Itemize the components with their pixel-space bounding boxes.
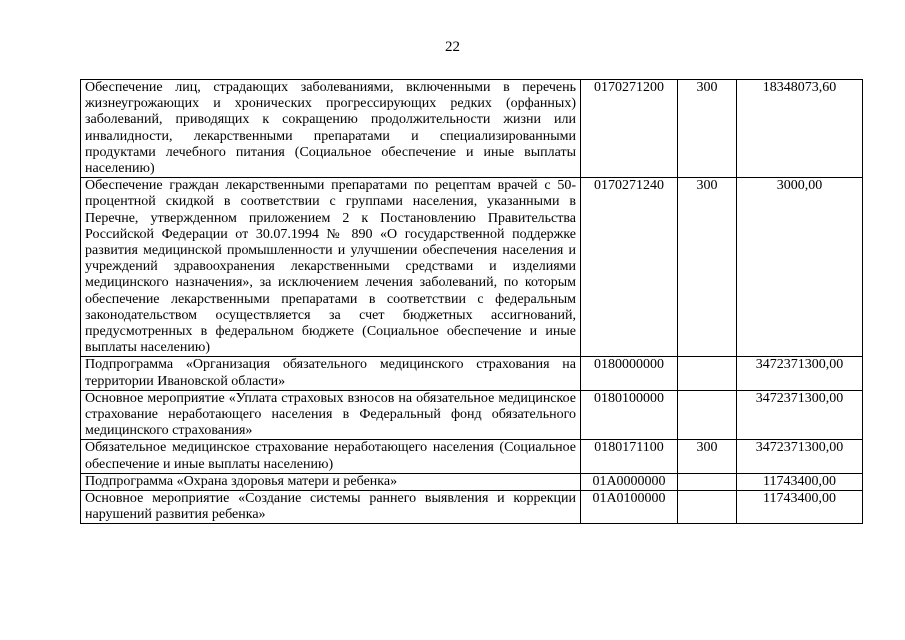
row-expense-type	[678, 473, 737, 490]
row-expense-type	[678, 390, 737, 440]
table-row	[81, 473, 863, 490]
row-expense-type: 300	[678, 80, 737, 178]
row-description: Обязательное медицинское страхование неработающего населения (Социальное обеспечение и иные выплаты населению)	[81, 440, 581, 473]
row-description: Подпрограмма «Охрана здоровья матери и ребенка»	[81, 473, 581, 490]
row-description: Подпрограмма «Организация обязательного медицинского страхования на территории Ивановской области»	[81, 357, 581, 390]
row-expense-type: 300	[678, 440, 737, 473]
row-target-code: 0180100000	[581, 390, 678, 440]
row-expense-type	[678, 357, 737, 390]
row-target-code: 0170271200	[581, 80, 678, 178]
row-target-code: 0180171100	[581, 440, 678, 473]
page-number: 22	[445, 39, 460, 55]
row-expense-type: 300	[678, 178, 737, 357]
table-row	[81, 178, 863, 357]
row-amount: 11743400,00	[737, 491, 863, 524]
row-description: Основное мероприятие «Уплата страховых взносов на обязательное медицинское страхование неработающего населения в Федеральный фонд обязательного медицинского страхования»	[81, 390, 581, 440]
row-description: Обеспечение лиц, страдающих заболеваниями, включенными в перечень жизнеугрожающих и хронических прогрессирующих редких (орфанных) заболеваний, приводящих к сокращению продолжительности жизни или инвалидности, лекарственными препаратами и специализированными продуктами лечебного питания (Социальное обеспечение и иные выплаты населению)	[81, 80, 581, 178]
table-row	[81, 357, 863, 390]
table-row	[81, 440, 863, 473]
row-amount: 3472371300,00	[737, 440, 863, 473]
row-amount: 11743400,00	[737, 473, 863, 490]
row-target-code: 0180000000	[581, 357, 678, 390]
row-target-code: 0170271240	[581, 178, 678, 357]
budget-table	[80, 79, 863, 524]
table-row	[81, 80, 863, 178]
row-description: Обеспечение граждан лекарственными препаратами по рецептам врачей с 50-процентной скидкой в соответствии с группами населения, указанными в Перечне, утвержденном приложением 2 к Постановлению Правительства Российской Федерации от 30.07.1994 № 890 «О государственной поддержке развития медицинской промышленности и улучшении обеспечения населения и учреждений здравоохранения лекарственными средствами и изделиями медицинского назначения», за исключением лечения заболеваний, по которым обеспечение лекарственными препаратами в соответствии с федеральным законодательством осуществляется за счет бюджетных ассигнований, предусмотренных в федеральном бюджете (Социальное обеспечение и иные выплаты населению)	[81, 178, 581, 357]
row-target-code: 01А0100000	[581, 491, 678, 524]
row-amount: 3472371300,00	[737, 390, 863, 440]
table-row	[81, 390, 863, 440]
row-amount: 18348073,60	[737, 80, 863, 178]
row-target-code: 01А0000000	[581, 473, 678, 490]
row-expense-type	[678, 491, 737, 524]
table-row	[81, 491, 863, 524]
row-amount: 3000,00	[737, 178, 863, 357]
row-amount: 3472371300,00	[737, 357, 863, 390]
row-description: Основное мероприятие «Создание системы раннего выявления и коррекции нарушений развития ребенка»	[81, 491, 581, 524]
